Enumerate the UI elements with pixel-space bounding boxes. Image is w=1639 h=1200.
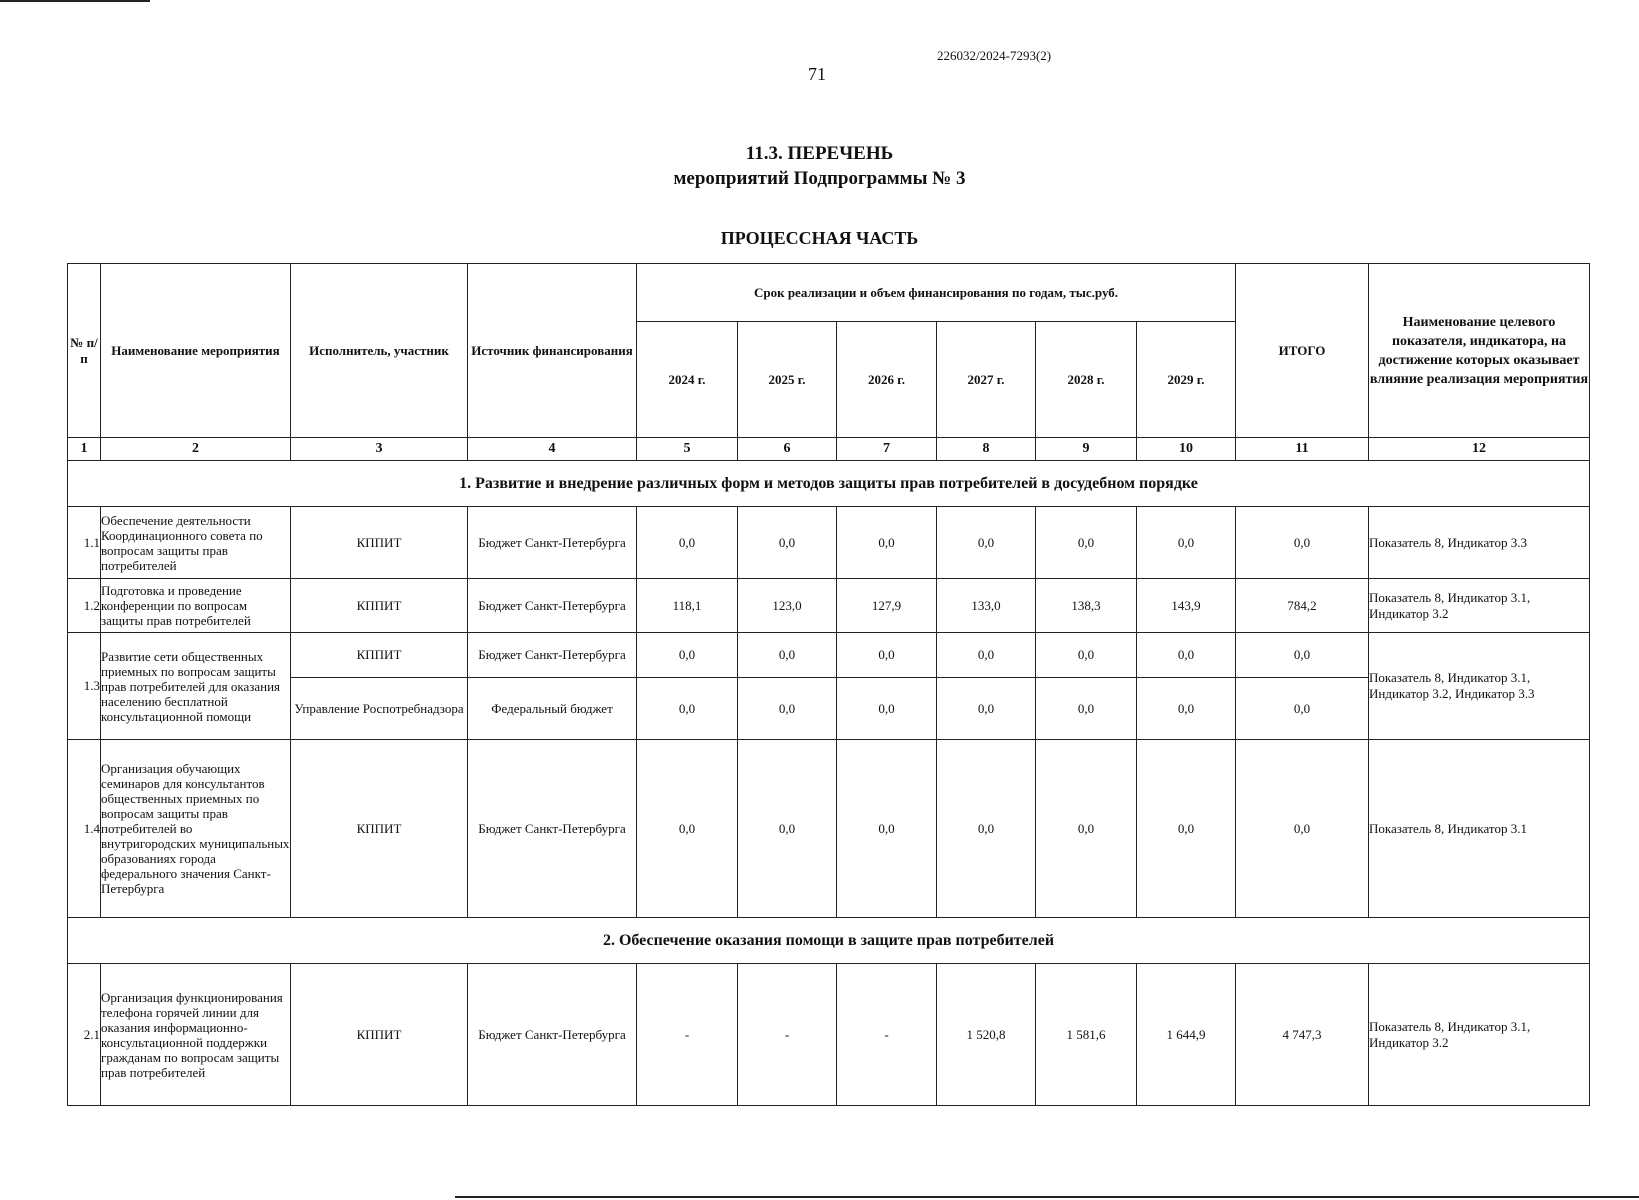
row-source: Федеральный бюджет: [468, 678, 637, 740]
row-value: 1 644,9: [1137, 964, 1236, 1106]
row-value: 143,9: [1137, 579, 1236, 633]
row-value: -: [637, 964, 738, 1106]
header-num: № п/п: [68, 264, 101, 438]
table-row: [68, 507, 1590, 579]
row-value: 0,0: [937, 740, 1036, 918]
row-indicator: Показатель 8, Индикатор 3.1: [1369, 740, 1590, 918]
row-value: 0,0: [1036, 507, 1137, 579]
row-value: 0,0: [738, 740, 837, 918]
header-year: 2024 г.: [637, 322, 738, 438]
document-title: 11.3. ПЕРЕЧЕНЬ: [745, 143, 894, 164]
table-subrow: [68, 678, 1590, 740]
row-value: 0,0: [937, 633, 1036, 678]
section-title: 2. Обеспечение оказания помощи в защите прав потребителей: [68, 918, 1590, 964]
row-value: 0,0: [738, 507, 837, 579]
row-name: Организация обучающих семинаров для консультантов общественных приемных по вопросам защиты прав потребителей во внутригородских муниципальных образованиях города федерального значения Санкт-Петербурга: [101, 740, 291, 918]
section-row: [68, 461, 1590, 507]
scan-edge-bottom: [455, 1196, 1639, 1198]
row-value: -: [837, 964, 937, 1106]
column-number: 2: [101, 438, 291, 461]
header-year: 2029 г.: [1137, 322, 1236, 438]
row-value: 0,0: [1036, 633, 1137, 678]
row-executor: КППИТ: [291, 507, 468, 579]
row-value: 0,0: [1036, 740, 1137, 918]
section-heading: ПРОЦЕССНАЯ ЧАСТЬ: [720, 228, 919, 248]
column-number: 7: [837, 438, 937, 461]
row-number: 1.1: [68, 507, 101, 579]
section-title: 1. Развитие и внедрение различных форм и методов защиты прав потребителей в досудебном порядке: [68, 461, 1590, 507]
row-value: 127,9: [837, 579, 937, 633]
row-source: Бюджет Санкт-Петербурга: [468, 740, 637, 918]
row-source: Бюджет Санкт-Петербурга: [468, 633, 637, 678]
header-source: Источник финансирования: [468, 264, 637, 438]
row-value: 0,0: [637, 740, 738, 918]
section-row: [68, 918, 1590, 964]
row-name: Подготовка и проведение конференции по вопросам защиты прав потребителей: [101, 579, 291, 633]
row-number: 1.2: [68, 579, 101, 633]
row-indicator: Показатель 8, Индикатор 3.3: [1369, 507, 1590, 579]
row-value: 0,0: [738, 678, 837, 740]
column-number: 6: [738, 438, 837, 461]
row-value: 0,0: [637, 633, 738, 678]
row-source: Бюджет Санкт-Петербурга: [468, 507, 637, 579]
table-row: [68, 633, 1590, 678]
scan-edge-top: [0, 0, 150, 2]
header-year: 2028 г.: [1036, 322, 1137, 438]
row-total: 784,2: [1236, 579, 1369, 633]
row-number: 1.3: [68, 633, 101, 740]
row-indicator: Показатель 8, Индикатор 3.1, Индикатор 3.2: [1369, 964, 1590, 1106]
row-value: 0,0: [837, 678, 937, 740]
header-indicator: Наименование целевого показателя, индикатора, на достижение которых оказывает влияние реализация мероприятия: [1369, 264, 1590, 438]
header-year: 2027 г.: [937, 322, 1036, 438]
column-number: 5: [637, 438, 738, 461]
column-number: 10: [1137, 438, 1236, 461]
row-value: 0,0: [937, 507, 1036, 579]
row-name: Развитие сети общественных приемных по вопросам защиты прав потребителей для оказания населению бесплатной консультационной помощи: [101, 633, 291, 740]
row-name: Обеспечение деятельности Координационного совета по вопросам защиты прав потребителей: [101, 507, 291, 579]
row-number: 1.4: [68, 740, 101, 918]
row-source: Бюджет Санкт-Петербурга: [468, 579, 637, 633]
row-total: 0,0: [1236, 507, 1369, 579]
header-period: Срок реализации и объем финансирования по годам, тыс.руб.: [637, 264, 1236, 322]
row-value: 0,0: [1137, 633, 1236, 678]
row-value: 0,0: [937, 678, 1036, 740]
measures-table: [67, 263, 1590, 1106]
table-row: [68, 964, 1590, 1106]
row-total: 4 747,3: [1236, 964, 1369, 1106]
row-value: 0,0: [1137, 507, 1236, 579]
row-value: -: [738, 964, 837, 1106]
header-year: 2026 г.: [837, 322, 937, 438]
row-executor: КППИТ: [291, 633, 468, 678]
row-value: 0,0: [1036, 678, 1137, 740]
column-number: 8: [937, 438, 1036, 461]
row-value: 0,0: [1137, 740, 1236, 918]
table-row: [68, 740, 1590, 918]
header-year: 2025 г.: [738, 322, 837, 438]
document-id: 226032/2024-7293(2): [937, 48, 1052, 63]
row-value: 0,0: [637, 507, 738, 579]
row-executor: КППИТ: [291, 579, 468, 633]
row-total: 0,0: [1236, 633, 1369, 678]
column-number: 11: [1236, 438, 1369, 461]
column-number: 9: [1036, 438, 1137, 461]
row-value: 0,0: [837, 633, 937, 678]
column-number: 12: [1369, 438, 1590, 461]
row-indicator: Показатель 8, Индикатор 3.1, Индикатор 3.2: [1369, 579, 1590, 633]
row-value: 118,1: [637, 579, 738, 633]
header-executor: Исполнитель, участник: [291, 264, 468, 438]
row-value: 1 581,6: [1036, 964, 1137, 1106]
row-value: 123,0: [738, 579, 837, 633]
row-value: 0,0: [837, 740, 937, 918]
row-value: 0,0: [738, 633, 837, 678]
table-row: [68, 579, 1590, 633]
column-numbers-row: [68, 438, 1590, 461]
header-name: Наименование мероприятия: [101, 264, 291, 438]
row-value: 138,3: [1036, 579, 1137, 633]
row-total: 0,0: [1236, 678, 1369, 740]
row-indicator: Показатель 8, Индикатор 3.1, Индикатор 3.2, Индикатор 3.3: [1369, 633, 1590, 740]
column-number: 3: [291, 438, 468, 461]
row-value: 0,0: [837, 507, 937, 579]
row-name: Организация функционирования телефона горячей линии для оказания информационно-консультационной поддержки гражданам по вопросам защиты прав потребителей: [101, 964, 291, 1106]
page-number: 71: [808, 64, 826, 84]
document-title-subline: мероприятий Подпрограммы № 3: [673, 168, 966, 189]
row-total: 0,0: [1236, 740, 1369, 918]
column-number: 4: [468, 438, 637, 461]
row-executor: КППИТ: [291, 964, 468, 1106]
row-value: 1 520,8: [937, 964, 1036, 1106]
row-executor: Управление Роспотребнадзора: [291, 678, 468, 740]
row-value: 0,0: [637, 678, 738, 740]
row-number: 2.1: [68, 964, 101, 1106]
row-value: 133,0: [937, 579, 1036, 633]
column-number: 1: [68, 438, 101, 461]
row-executor: КППИТ: [291, 740, 468, 918]
header-total: ИТОГО: [1236, 264, 1369, 438]
row-source: Бюджет Санкт-Петербурга: [468, 964, 637, 1106]
row-value: 0,0: [1137, 678, 1236, 740]
